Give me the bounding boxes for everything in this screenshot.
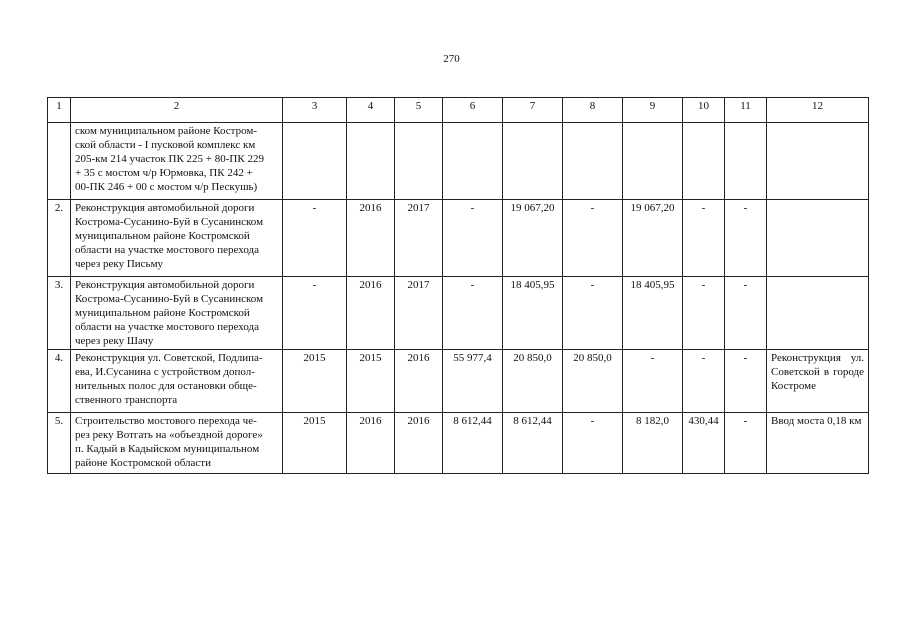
value-cell: 8 612,44 [443,413,503,474]
value-cell: - [563,413,623,474]
value-cell: 2015 [347,350,395,413]
table-row [48,277,869,350]
column-number-cell: 1 [48,98,71,123]
object-name-line: муниципальном районе Костромской [75,230,250,242]
note-cell: Ввод моста 0,18 км [767,413,869,474]
value-cell: 2016 [347,413,395,474]
row-number-cell: 3. [48,277,71,350]
value-cell: - [623,350,683,413]
object-name-cell [71,350,283,413]
column-number-cell: 3 [283,98,347,123]
object-name-line: Реконструкция автомобильной дороги [75,279,255,291]
value-cell: 430,44 [683,413,725,474]
object-name-line: области на участке мостового перехода [75,244,259,256]
object-name-cell [71,413,283,474]
table-row [48,350,869,413]
value-cell: - [725,413,767,474]
objects-table [47,97,869,474]
column-number-cell: 7 [503,98,563,123]
table-row [48,200,869,277]
value-cell: 20 850,0 [503,350,563,413]
value-cell: 18 405,95 [503,277,563,350]
note-cell [767,277,869,350]
object-name-line: Кострома-Сусанино-Буй в Сусанинском [75,216,264,228]
column-number-cell: 10 [683,98,725,123]
object-name-line: ской области - I пусковой комплекс км [75,139,256,151]
object-name-line: муниципальном районе Костромской [75,307,250,319]
column-number-row [48,98,869,123]
object-name-line: Строительство мостового перехода че- [75,415,257,427]
value-cell [725,123,767,200]
object-name-line: 205-км 214 участок ПК 225 + 80-ПК 229 [75,153,264,165]
value-cell: - [725,350,767,413]
object-name-line: области на участке мостового перехода [75,321,259,333]
value-cell: - [443,200,503,277]
value-cell [283,123,347,200]
note-cell: Реконструкция ул. Советской в городе Костроме [767,350,869,413]
object-name-line: районе Костромской области [75,457,212,469]
value-cell: 2016 [347,200,395,277]
column-number-cell: 4 [347,98,395,123]
object-name-line: + 35 с мостом ч/р Юрмовка, ПК 242 + [75,167,253,179]
object-name-cell [71,123,283,200]
value-cell: 8 182,0 [623,413,683,474]
value-cell [443,123,503,200]
object-name-line: Кострома-Сусанино-Буй в Сусанинском [75,293,264,305]
value-cell: 2016 [395,413,443,474]
value-cell: 19 067,20 [503,200,563,277]
table-row [48,413,869,474]
value-cell: - [563,200,623,277]
value-cell [395,123,443,200]
object-name-line: через реку Письму [75,258,164,270]
value-cell [683,123,725,200]
note-cell [767,200,869,277]
object-name-line: ском муниципальном районе Костром- [75,125,258,137]
object-name-line: Реконструкция ул. Советской, Подлипа- [75,352,263,364]
object-name-line: п. Кадый в Кадыйском муниципальном [75,443,260,455]
value-cell: 2017 [395,200,443,277]
value-cell: - [683,350,725,413]
value-cell: 20 850,0 [563,350,623,413]
table-row-continuation [48,123,869,200]
value-cell: - [283,200,347,277]
value-cell: 2015 [283,350,347,413]
row-number-cell: 2. [48,200,71,277]
column-number-cell: 8 [563,98,623,123]
object-name-line: рез реку Вотгать на «объездной дороге» [75,429,263,441]
value-cell: - [443,277,503,350]
object-name-line: ева, И.Сусанина с устройством допол- [75,366,255,378]
object-name-line: 00-ПК 246 + 00 с мостом ч/р Пескушь) [75,181,258,193]
column-number-cell: 9 [623,98,683,123]
column-number-cell: 5 [395,98,443,123]
value-cell [347,123,395,200]
value-cell [623,123,683,200]
value-cell: 2015 [283,413,347,474]
object-name-line: нительных полос для остановки обще- [75,380,257,392]
object-name-line: ственного транспорта [75,394,178,406]
value-cell: - [725,200,767,277]
value-cell: 8 612,44 [503,413,563,474]
row-number-cell: 5. [48,413,71,474]
column-number-cell: 12 [767,98,869,123]
value-cell: 2016 [395,350,443,413]
column-number-cell: 2 [71,98,283,123]
value-cell: 18 405,95 [623,277,683,350]
object-name-cell [71,277,283,350]
value-cell: - [683,200,725,277]
row-number-cell [48,123,71,200]
column-number-cell: 6 [443,98,503,123]
value-cell [503,123,563,200]
value-cell: 19 067,20 [623,200,683,277]
row-number-cell: 4. [48,350,71,413]
page-number: 270 [443,53,460,65]
value-cell: - [683,277,725,350]
note-cell [767,123,869,200]
value-cell: - [725,277,767,350]
object-name-line: Реконструкция автомобильной дороги [75,202,255,214]
value-cell: - [563,277,623,350]
value-cell: - [283,277,347,350]
value-cell: 2017 [395,277,443,350]
value-cell: 2016 [347,277,395,350]
value-cell [563,123,623,200]
object-name-line: через реку Шачу [75,335,154,347]
value-cell: 55 977,4 [443,350,503,413]
column-number-cell: 11 [725,98,767,123]
object-name-cell [71,200,283,277]
